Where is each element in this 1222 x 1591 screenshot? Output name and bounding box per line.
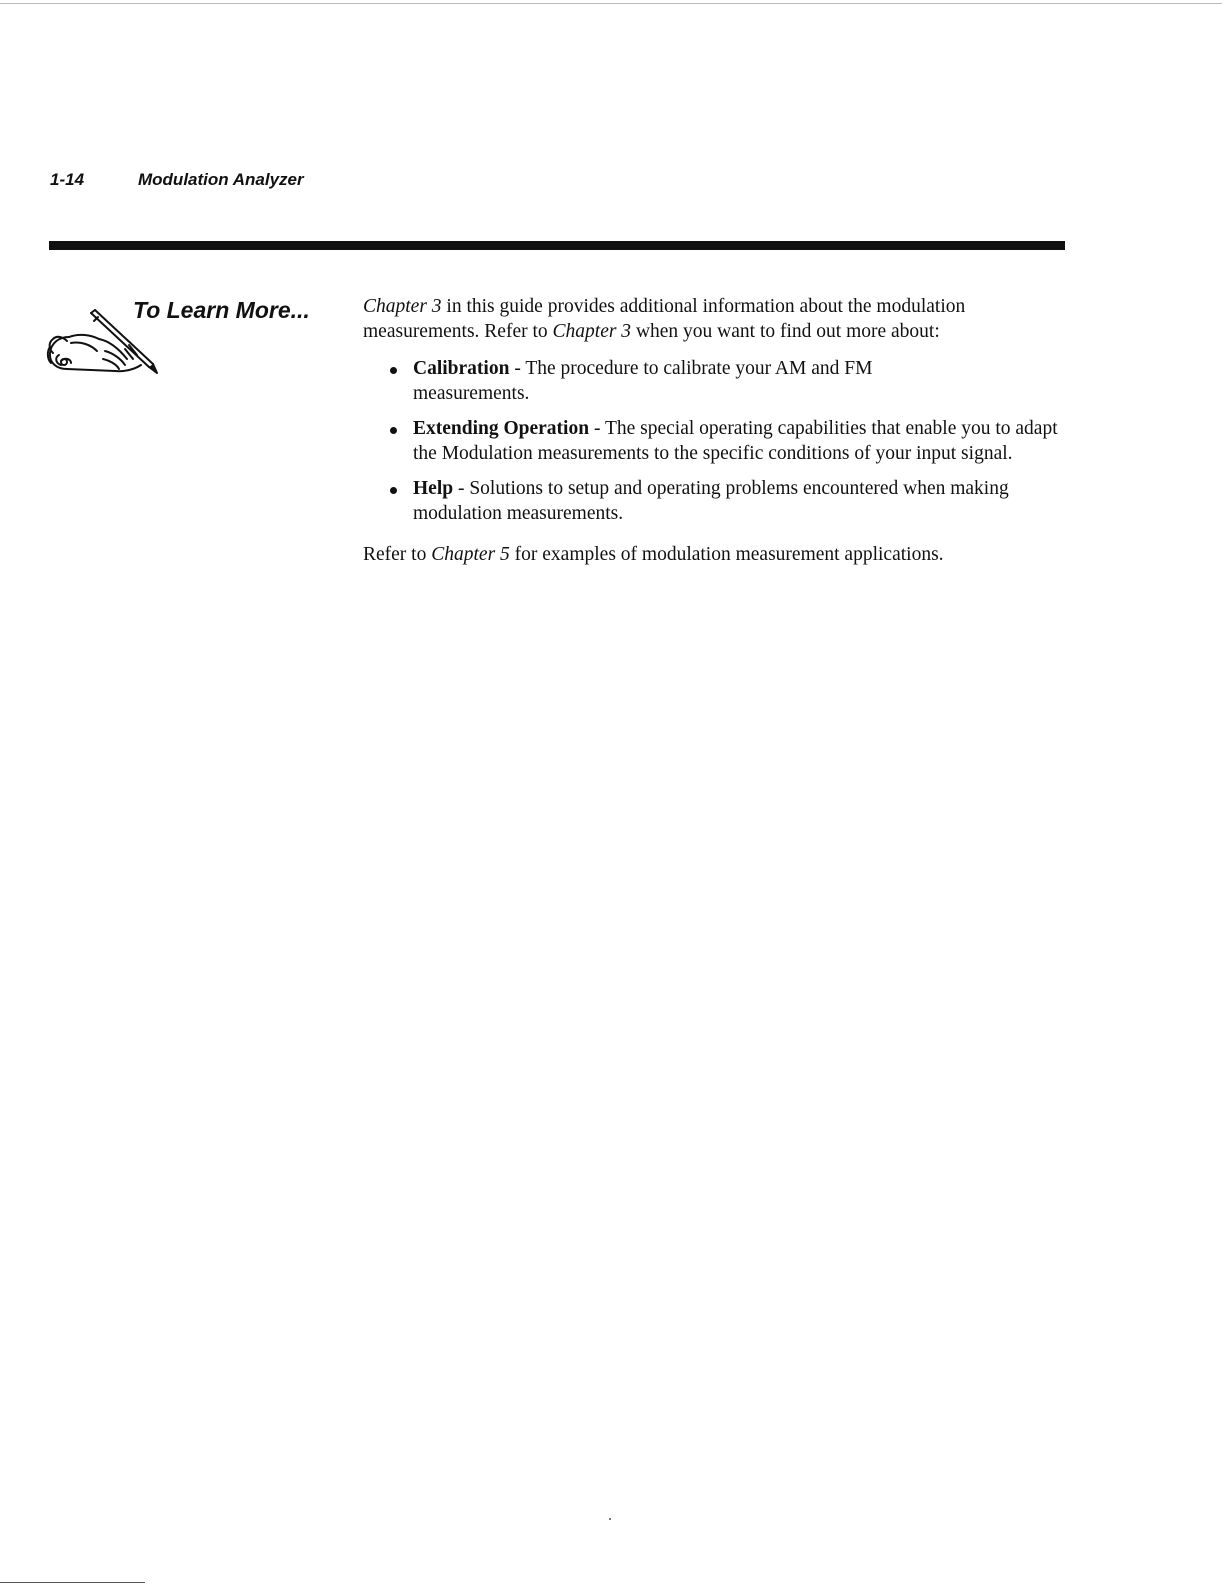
intro-paragraph: Chapter 3 in this guide provides additional information about the modulation measurements. Refer to Chapter 3 when you want to find out more about:: [363, 296, 966, 342]
chapter-reference: Chapter 3: [552, 320, 632, 342]
page-number: 1-14: [50, 170, 85, 189]
chapter-reference: Chapter 3: [363, 296, 442, 317]
topic-description: - The procedure to calibrate your AM and FM measurements.: [413, 358, 873, 404]
topic-description: - The special operating capabilities that enable you to adapt the Modulation measurements to the specific conditions of your input signal.: [413, 418, 1058, 464]
topic-description: - Solutions to setup and operating problems encountered when making modulation measurements.: [413, 478, 1009, 524]
running-header: [50, 170, 304, 190]
heading-rule: [49, 241, 1065, 250]
list-item: [363, 477, 1053, 526]
topic-term: Extending Operation: [413, 418, 590, 439]
scan-speck: [609, 1518, 611, 1520]
scan-artifact-top: [0, 3, 1222, 4]
topics-list: [363, 357, 1063, 526]
closing-paragraph: Refer to Chapter 5 for examples of modulation measurement applications.: [363, 544, 944, 565]
list-item: [363, 357, 883, 406]
scan-artifact-bottom: [0, 1582, 145, 1583]
running-title: Modulation Analyzer: [138, 170, 304, 189]
chapter-reference: Chapter 5: [431, 544, 510, 565]
list-item: [363, 417, 1068, 466]
hand-writing-with-pencil-icon: [45, 307, 165, 385]
topic-term: Help: [413, 478, 454, 499]
section-heading: To Learn More...: [133, 297, 310, 323]
topic-term: Calibration: [413, 358, 510, 379]
body-text: [363, 295, 1063, 568]
